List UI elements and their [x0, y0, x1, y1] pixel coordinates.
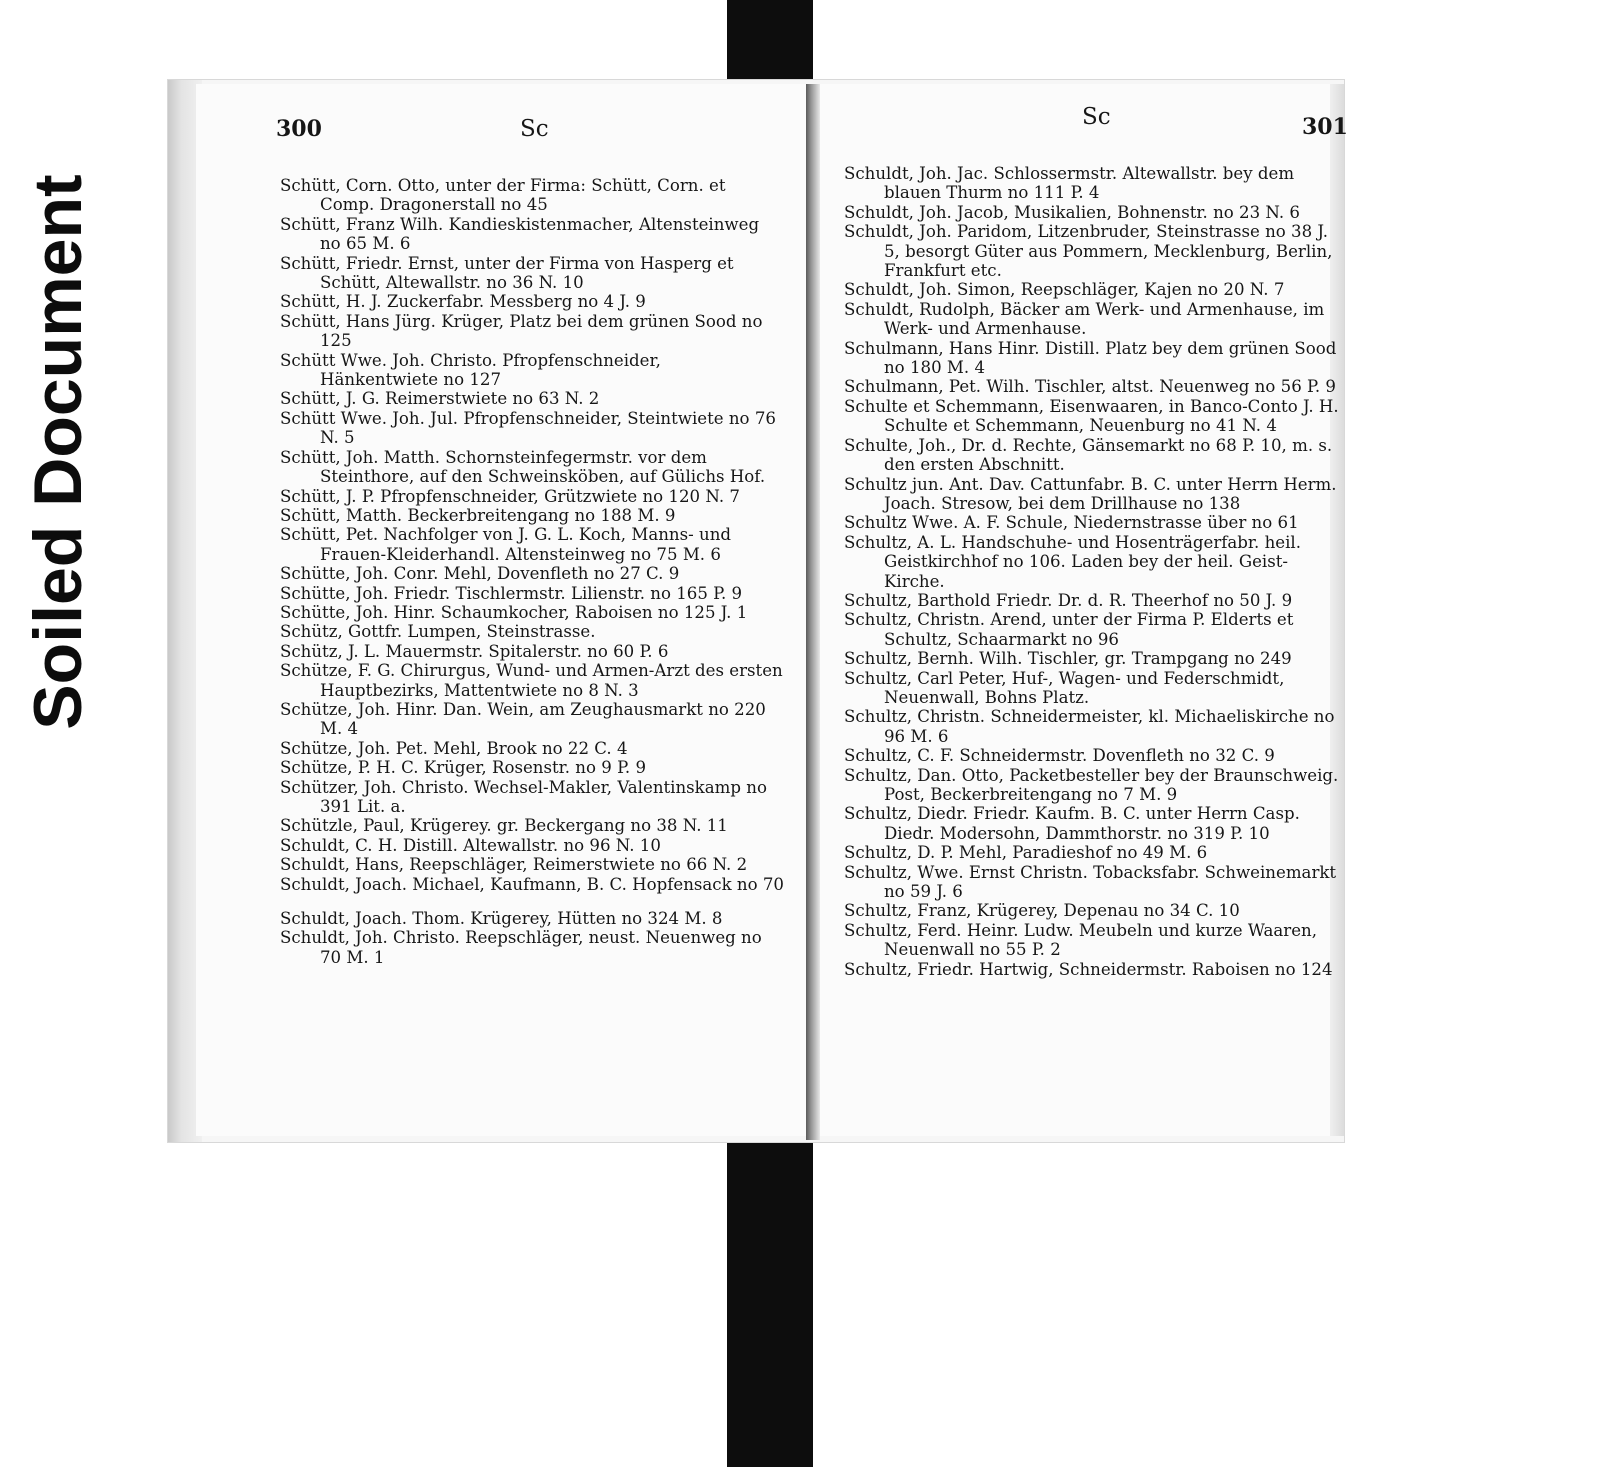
directory-entry: Schultz Wwe. A. F. Schule, Niedernstrasse über no 61 [844, 513, 1299, 533]
directory-entry: Schultz, Dan. Otto, Packetbesteller bey der Braunschweig. Post, Beckerbreitengang no 7 M. 9 [844, 765, 1339, 804]
directory-entry: Schultz, Diedr. Friedr. Kaufm. B. C. unter Herrn Casp. Diedr. Modersohn, Dammthorstr. no 319 P. 10 [844, 804, 1300, 843]
directory-entry: Schuldt, Joach. Michael, Kaufmann, B. C. Hopfensack no 70 [280, 874, 784, 894]
directory-entry: Schützle, Paul, Krügerey. gr. Beckergang no 38 N. 11 [280, 816, 728, 836]
directory-entry: Schultz, C. F. Schneidermstr. Dovenfleth no 32 C. 9 [844, 746, 1275, 766]
directory-entry: Schultz, Wwe. Ernst Christn. Tobacksfabr. Schweinemarkt no 59 J. 6 [844, 862, 1337, 902]
binding-strip-top [727, 0, 813, 88]
directory-entry: Schultz jun. Ant. Dav. Cattunfabr. B. C. unter Herrn Herm. Joach. Stresow, bei dem Drillhause no 138 [844, 474, 1337, 513]
directory-entry: Schulmann, Hans Hinr. Distill. Platz bey dem grünen Sood no 180 M. 4 [844, 338, 1337, 378]
directory-entry: Schütt, J. P. Pfropfenschneider, Grützwiete no 120 N. 7 [280, 486, 740, 506]
directory-entry: Schütt, Joh. Matth. Schornsteinfegermstr. vor dem Steinthore, auf den Schweinsköben, auf Gülichs Hof. [280, 447, 766, 487]
directory-entry: Schultz, A. L. Handschuhe- und Hosenträgerfabr. heil. Geistkirchhof no 106. Laden bey der heil. Geist-Kirche. [844, 532, 1301, 591]
directory-entry: Schütt Wwe. Joh. Jul. Pfropfenschneider, Steintwiete no 76 N. 5 [280, 408, 776, 448]
directory-entry: Schütt Wwe. Joh. Christo. Pfropfenschneider, Hänkentwiete no 127 [280, 350, 661, 390]
directory-entry: Schulmann, Pet. Wilh. Tischler, altst. Neuenweg no 56 P. 9 [844, 377, 1336, 397]
directory-entry: Schütt, J. G. Reimerstwiete no 63 N. 2 [280, 389, 600, 409]
left-page-number: 300 [276, 116, 322, 142]
directory-entry: Schuldt, Joach. Thom. Krügerey, Hütten no 324 M. 8 [280, 909, 723, 929]
directory-entry: Schütz, Gottfr. Lumpen, Steinstrasse. [280, 622, 596, 642]
directory-entry: Schützer, Joh. Christo. Wechsel-Makler, Valentinskamp no 391 Lit. a. [280, 777, 767, 816]
directory-entry: Schultz, Carl Peter, Huf-, Wagen- und Federschmidt, Neuenwall, Bohns Platz. [844, 668, 1285, 707]
directory-entry: Schuldt, Joh. Jacob, Musikalien, Bohnenstr. no 23 N. 6 [844, 202, 1300, 222]
directory-entry: Schultz, Friedr. Hartwig, Schneidermstr. Raboisen no 124 [844, 959, 1333, 979]
directory-entry: Schuldt, Hans, Reepschläger, Reimerstwiete no 66 N. 2 [280, 855, 748, 875]
directory-entry: Schütt, Hans Jürg. Krüger, Platz bei dem grünen Sood no 125 [280, 311, 763, 351]
directory-entry: Schulte et Schemmann, Eisenwaaren, in Banco-Conto J. H. Schulte et Schemmann, Neuenburg no 41 N. 4 [844, 396, 1339, 436]
directory-entry: Schuldt, Rudolph, Bäcker am Werk- und Armenhause, im Werk- und Armenhause. [844, 299, 1325, 339]
directory-entry: Schuldt, Joh. Christo. Reepschläger, neust. Neuenweg no 70 M. 1 [280, 928, 762, 967]
directory-entry: Schütt, Friedr. Ernst, unter der Firma von Hasperg et Schütt, Altewallstr. no 36 N. 10 [280, 253, 734, 293]
directory-entry: Schuldt, Joh. Jac. Schlossermstr. Altewallstr. bey dem blauen Thurm no 111 P. 4 [844, 164, 1295, 203]
directory-entry: Schütt, Corn. Otto, unter der Firma: Schütt, Corn. et Comp. Dragonerstall no 45 [280, 176, 726, 215]
directory-entry: Schultz, Ferd. Heinr. Ludw. Meubeln und kurze Waaren, Neuenwall no 55 P. 2 [844, 920, 1317, 960]
soiled-document-label: Soiled Document [20, 174, 96, 730]
directory-entry: Schultz, Bernh. Wilh. Tischler, gr. Trampgang no 249 [844, 649, 1292, 669]
book-gutter [806, 84, 820, 1140]
directory-entry: Schütze, P. H. C. Krüger, Rosenstr. no 9 P. 9 [280, 758, 646, 778]
directory-entry: Schütze, Joh. Pet. Mehl, Brook no 22 C. 4 [280, 738, 628, 758]
directory-entry: Schütt, Pet. Nachfolger von J. G. L. Koch, Manns- und Frauen-Kleiderhandl. Altensteinweg no 75 M. 6 [280, 525, 732, 564]
directory-entry: Schultz, Barthold Friedr. Dr. d. R. Theerhof no 50 J. 9 [844, 590, 1293, 610]
directory-entry: Schultz, Christn. Arend, unter der Firma P. Elderts et Schultz, Schaarmarkt no 96 [844, 610, 1294, 649]
directory-entry: Schütte, Joh. Hinr. Schaumkocher, Raboisen no 125 J. 1 [280, 602, 748, 622]
directory-entry: Schütte, Joh. Conr. Mehl, Dovenfleth no 27 C. 9 [280, 564, 680, 584]
directory-entry: Schütze, F. G. Chirurgus, Wund- und Armen-Arzt des ersten Hauptbezirks, Mattentwiete no 8 N. 3 [280, 661, 783, 700]
directory-entry: Schütte, Joh. Friedr. Tischlermstr. Lilienstr. no 165 P. 9 [280, 583, 743, 603]
directory-entry: Schütz, J. L. Mauermstr. Spitalerstr. no 60 P. 6 [280, 641, 669, 661]
directory-entry: Schuldt, C. H. Distill. Altewallstr. no 96 N. 10 [280, 835, 661, 855]
right-running-head: Sc [1082, 104, 1111, 130]
directory-entry: Schulte, Joh., Dr. d. Rechte, Gänsemarkt no 68 P. 10, m. s. den ersten Abschnitt. [844, 435, 1333, 475]
directory-entry: Schuldt, Joh. Paridom, Litzenbruder, Steinstrasse no 38 J. 5, besorgt Güter aus Pommern, Mecklenburg, Berlin, Frankfurt etc. [844, 222, 1333, 281]
directory-entry: Schultz, D. P. Mehl, Paradieshof no 49 M. 6 [844, 843, 1208, 863]
directory-entry: Schuldt, Joh. Simon, Reepschläger, Kajen no 20 N. 7 [844, 280, 1285, 300]
directory-entry: Schütt, Franz Wilh. Kandieskistenmacher, Altensteinweg no 65 M. 6 [280, 214, 760, 254]
directory-entry: Schütze, Joh. Hinr. Dan. Wein, am Zeughausmarkt no 220 M. 4 [280, 699, 766, 739]
right-entry-list [844, 164, 1344, 979]
left-running-head: Sc [520, 116, 549, 142]
left-entry-list [280, 176, 784, 967]
directory-entry: Schütt, H. J. Zuckerfabr. Messberg no 4 J. 9 [280, 292, 646, 312]
binding-strip-bottom [727, 1131, 813, 1467]
directory-entry: Schütt, Matth. Beckerbreitengang no 188 M. 9 [280, 505, 676, 525]
directory-entry: Schultz, Christn. Schneidermeister, kl. Michaeliskirche no 96 M. 6 [844, 707, 1335, 746]
right-page-number: 301 [1302, 114, 1348, 140]
directory-entry: Schultz, Franz, Krügerey, Depenau no 34 C. 10 [844, 901, 1240, 921]
